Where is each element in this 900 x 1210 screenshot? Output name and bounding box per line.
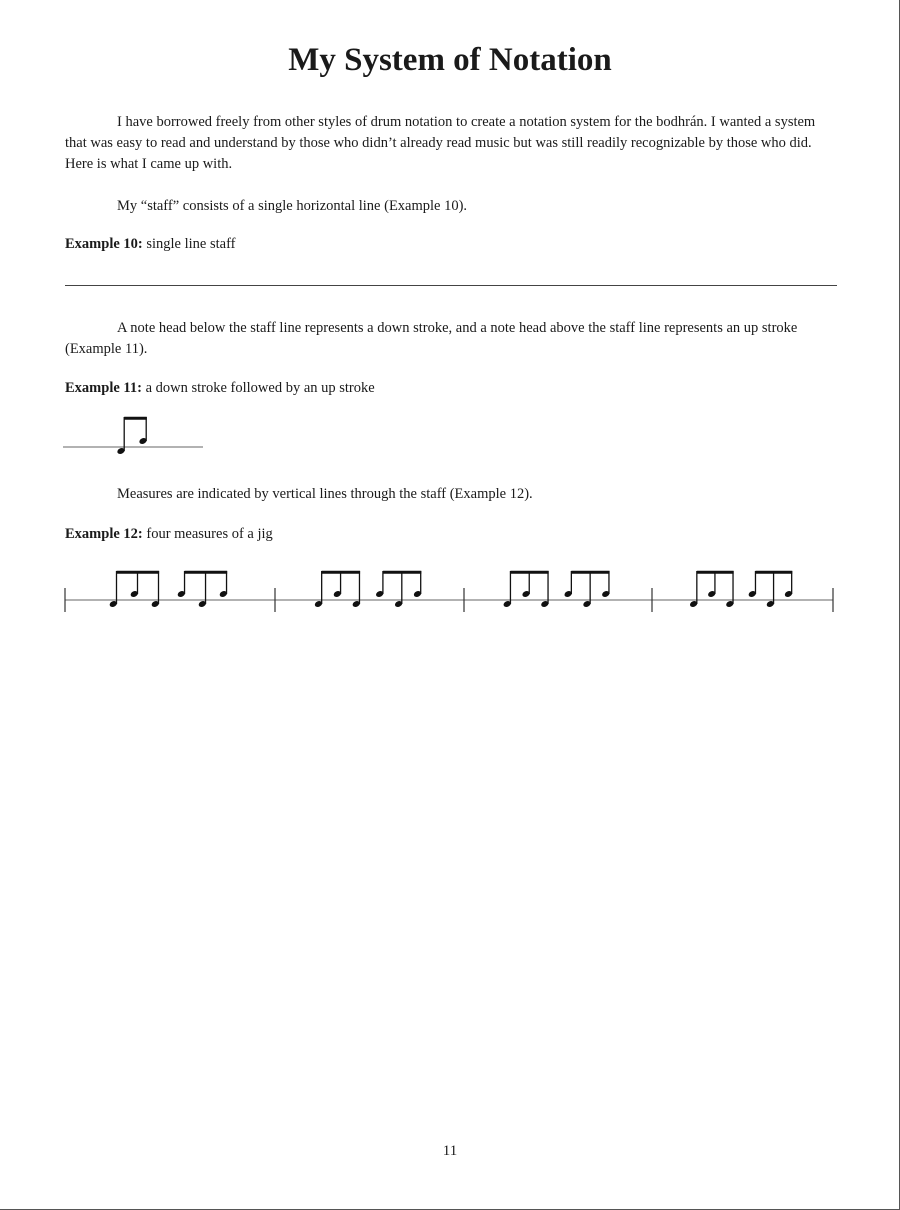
example-12-label — [65, 524, 273, 545]
intro-paragraph — [65, 112, 837, 175]
note-head-text: A note head below the staff line represents a down stroke, and a note head above the staff line represents an up stroke (Example 11). — [65, 320, 798, 357]
page-number: 11 — [442, 1143, 458, 1159]
example-12-notation — [0, 555, 900, 635]
example-10-label — [65, 234, 236, 255]
measures-paragraph — [65, 484, 837, 505]
example-10-caption: single line staff — [146, 236, 236, 252]
example-12-number: Example 12: — [65, 526, 143, 542]
example-11-caption: a down stroke followed by an up stroke — [145, 380, 375, 396]
example-11-label — [65, 378, 375, 399]
page-title: My System of Notation — [288, 42, 612, 78]
example-12-caption: four measures of a jig — [146, 526, 273, 542]
staff-paragraph — [65, 196, 837, 217]
example-10-staff-line — [65, 285, 837, 286]
example-11-notation — [0, 405, 260, 475]
note-head-paragraph — [65, 318, 837, 360]
example-10-number: Example 10: — [65, 236, 143, 252]
staff-text: My “staff” consists of a single horizontal line (Example 10). — [117, 198, 468, 214]
intro-text: I have borrowed freely from other styles of drum notation to create a notation system for the bodhrán. I wanted a system that was easy to read and understand by those who didn’t already read music but was still readily recognizable by those who did. Here is what I came up with. — [65, 114, 816, 172]
example-11-number: Example 11: — [65, 380, 142, 396]
measures-text: Measures are indicated by vertical lines through the staff (Example 12). — [117, 486, 533, 502]
